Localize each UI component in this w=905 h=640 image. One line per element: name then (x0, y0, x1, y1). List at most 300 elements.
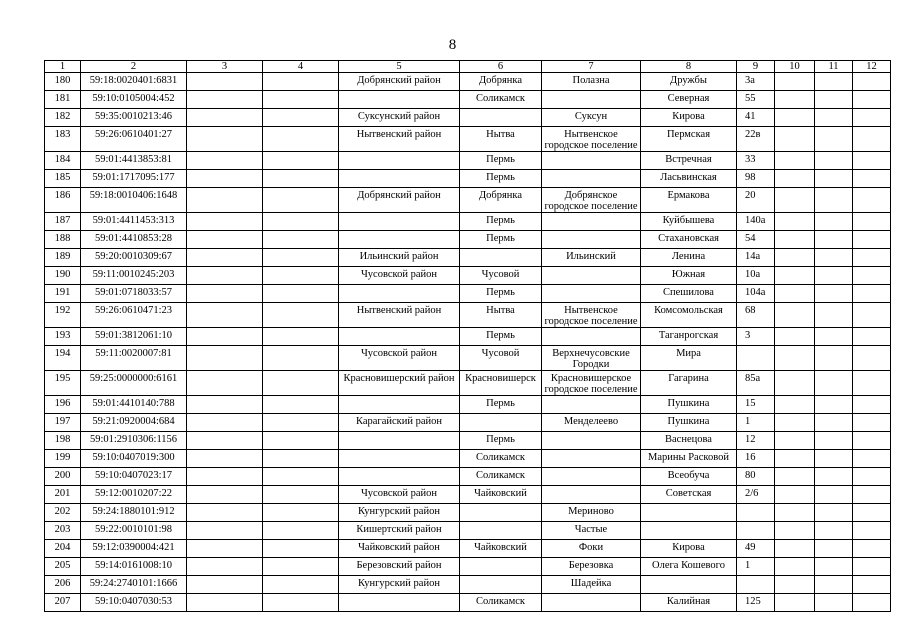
district-cell: Кунгурский район (339, 504, 460, 522)
street-cell: Северная (641, 91, 737, 109)
street-cell: Пермская (641, 127, 737, 152)
column-10-cell (775, 249, 815, 267)
district-cell (339, 450, 460, 468)
row-number-cell: 195 (45, 371, 81, 396)
district-cell: Суксунский район (339, 109, 460, 127)
district-cell: Кишертский район (339, 522, 460, 540)
column-3-cell (187, 504, 263, 522)
column-12-cell (853, 213, 891, 231)
row-number-cell: 199 (45, 450, 81, 468)
house-number-cell: 55 (737, 91, 775, 109)
house-number-cell: 98 (737, 170, 775, 188)
house-number-cell: 16 (737, 450, 775, 468)
district-cell: Нытвенский район (339, 127, 460, 152)
district-cell (339, 152, 460, 170)
city-cell: Нытва (460, 127, 542, 152)
column-11-cell (815, 504, 853, 522)
city-cell: Соликамск (460, 468, 542, 486)
row-number-cell: 181 (45, 91, 81, 109)
column-header: 10 (775, 61, 815, 73)
district-cell: Добрянский район (339, 188, 460, 213)
page-number: 8 (448, 37, 457, 53)
column-12-cell (853, 267, 891, 285)
cadastral-number-cell: 59:01:4410140:788 (81, 396, 187, 414)
column-10-cell (775, 231, 815, 249)
settlement-cell (542, 468, 641, 486)
column-4-cell (263, 73, 339, 91)
settlement-cell: Частые (542, 522, 641, 540)
city-cell: Пермь (460, 213, 542, 231)
row-number-cell: 187 (45, 213, 81, 231)
settlement-cell (542, 432, 641, 450)
table-row (45, 188, 891, 213)
column-11-cell (815, 576, 853, 594)
row-number-cell: 201 (45, 486, 81, 504)
table-row (45, 504, 891, 522)
settlement-cell: Красновишерское городское поселение (542, 371, 641, 396)
column-11-cell (815, 346, 853, 371)
column-11-cell (815, 91, 853, 109)
row-number-cell: 183 (45, 127, 81, 152)
column-4-cell (263, 213, 339, 231)
house-number-cell: 104а (737, 285, 775, 303)
settlement-cell: Мериново (542, 504, 641, 522)
column-11-cell (815, 486, 853, 504)
column-10-cell (775, 576, 815, 594)
row-number-cell: 188 (45, 231, 81, 249)
cadastral-number-cell: 59:24:1880101:912 (81, 504, 187, 522)
district-cell: Чусовской район (339, 346, 460, 371)
city-cell: Нытва (460, 303, 542, 328)
column-10-cell (775, 213, 815, 231)
row-number-cell: 204 (45, 540, 81, 558)
cadastral-number-cell: 59:10:0407019:300 (81, 450, 187, 468)
settlement-cell (542, 267, 641, 285)
settlement-cell: Верхнечусовские Городки (542, 346, 641, 371)
column-10-cell (775, 504, 815, 522)
street-cell: Мира (641, 346, 737, 371)
city-cell: Добрянка (460, 73, 542, 91)
column-12-cell (853, 91, 891, 109)
city-cell (460, 504, 542, 522)
cadastral-number-cell: 59:10:0105004:452 (81, 91, 187, 109)
table-row (45, 396, 891, 414)
city-cell (460, 414, 542, 432)
house-number-cell: 15 (737, 396, 775, 414)
table-row (45, 414, 891, 432)
city-cell: Пермь (460, 285, 542, 303)
house-number-cell: 3а (737, 73, 775, 91)
cadastral-number-cell: 59:10:0407030:53 (81, 594, 187, 612)
street-cell: Ермакова (641, 188, 737, 213)
column-4-cell (263, 346, 339, 371)
row-number-cell: 193 (45, 328, 81, 346)
column-12-cell (853, 152, 891, 170)
district-cell (339, 91, 460, 109)
house-number-cell: 14а (737, 249, 775, 267)
table-row (45, 432, 891, 450)
column-4-cell (263, 371, 339, 396)
column-11-cell (815, 303, 853, 328)
column-3-cell (187, 396, 263, 414)
column-header: 12 (853, 61, 891, 73)
column-4-cell (263, 127, 339, 152)
column-11-cell (815, 371, 853, 396)
column-4-cell (263, 285, 339, 303)
column-11-cell (815, 540, 853, 558)
row-number-cell: 191 (45, 285, 81, 303)
column-header: 9 (737, 61, 775, 73)
district-cell (339, 285, 460, 303)
column-12-cell (853, 109, 891, 127)
row-number-cell: 197 (45, 414, 81, 432)
table-row (45, 127, 891, 152)
column-10-cell (775, 303, 815, 328)
city-cell: Пермь (460, 432, 542, 450)
cadastral-number-cell: 59:24:2740101:1666 (81, 576, 187, 594)
street-cell: Стахановская (641, 231, 737, 249)
column-12-cell (853, 522, 891, 540)
settlement-cell: Менделеево (542, 414, 641, 432)
district-cell (339, 594, 460, 612)
column-12-cell (853, 249, 891, 267)
column-12-cell (853, 450, 891, 468)
house-number-cell: 3 (737, 328, 775, 346)
cadastral-number-cell: 59:18:0020401:6831 (81, 73, 187, 91)
column-10-cell (775, 371, 815, 396)
column-4-cell (263, 91, 339, 109)
street-cell: Спешилова (641, 285, 737, 303)
column-4-cell (263, 152, 339, 170)
cadastral-number-cell: 59:25:0000000:6161 (81, 371, 187, 396)
column-header: 6 (460, 61, 542, 73)
street-cell: Советская (641, 486, 737, 504)
table-row (45, 522, 891, 540)
column-12-cell (853, 285, 891, 303)
column-3-cell (187, 522, 263, 540)
district-cell: Чайковский район (339, 540, 460, 558)
column-11-cell (815, 450, 853, 468)
street-cell: Кирова (641, 540, 737, 558)
cadastral-number-cell: 59:26:0610471:23 (81, 303, 187, 328)
table-row (45, 558, 891, 576)
column-4-cell (263, 396, 339, 414)
column-3-cell (187, 267, 263, 285)
column-11-cell (815, 432, 853, 450)
column-12-cell (853, 371, 891, 396)
settlement-cell (542, 91, 641, 109)
column-10-cell (775, 432, 815, 450)
district-cell (339, 213, 460, 231)
row-number-cell: 185 (45, 170, 81, 188)
column-3-cell (187, 414, 263, 432)
table-row (45, 231, 891, 249)
column-10-cell (775, 328, 815, 346)
column-12-cell (853, 594, 891, 612)
column-12-cell (853, 504, 891, 522)
row-number-cell: 186 (45, 188, 81, 213)
table-row (45, 249, 891, 267)
street-cell: Дружбы (641, 73, 737, 91)
table-row (45, 486, 891, 504)
settlement-cell: Полазна (542, 73, 641, 91)
cadastral-number-cell: 59:12:0390004:421 (81, 540, 187, 558)
column-10-cell (775, 486, 815, 504)
table-row (45, 213, 891, 231)
column-header: 7 (542, 61, 641, 73)
city-cell (460, 249, 542, 267)
column-header: 8 (641, 61, 737, 73)
table-row (45, 450, 891, 468)
district-cell (339, 328, 460, 346)
city-cell: Пермь (460, 328, 542, 346)
column-header: 11 (815, 61, 853, 73)
cadastral-number-cell: 59:01:1717095:177 (81, 170, 187, 188)
column-12-cell (853, 231, 891, 249)
column-4-cell (263, 303, 339, 328)
district-cell: Березовский район (339, 558, 460, 576)
city-cell (460, 558, 542, 576)
city-cell: Чусовой (460, 346, 542, 371)
settlement-cell: Фоки (542, 540, 641, 558)
settlement-cell (542, 328, 641, 346)
column-header: 3 (187, 61, 263, 73)
column-3-cell (187, 328, 263, 346)
row-number-cell: 206 (45, 576, 81, 594)
district-cell: Карагайский район (339, 414, 460, 432)
column-12-cell (853, 346, 891, 371)
column-3-cell (187, 468, 263, 486)
column-10-cell (775, 188, 815, 213)
row-number-cell: 198 (45, 432, 81, 450)
column-3-cell (187, 450, 263, 468)
cadastral-number-cell: 59:10:0407023:17 (81, 468, 187, 486)
row-number-cell: 196 (45, 396, 81, 414)
row-number-cell: 203 (45, 522, 81, 540)
table-row (45, 540, 891, 558)
district-cell: Ильинский район (339, 249, 460, 267)
column-10-cell (775, 73, 815, 91)
column-3-cell (187, 152, 263, 170)
cadastral-number-cell: 59:01:2910306:1156 (81, 432, 187, 450)
settlement-cell (542, 170, 641, 188)
column-10-cell (775, 414, 815, 432)
column-3-cell (187, 109, 263, 127)
table-row (45, 152, 891, 170)
row-number-cell: 202 (45, 504, 81, 522)
column-4-cell (263, 109, 339, 127)
settlement-cell: Березовка (542, 558, 641, 576)
district-cell (339, 231, 460, 249)
column-3-cell (187, 371, 263, 396)
column-header: 1 (45, 61, 81, 73)
cadastral-number-cell: 59:11:0020007:81 (81, 346, 187, 371)
cadastral-number-cell: 59:14:0161008:10 (81, 558, 187, 576)
street-cell: Марины Расковой (641, 450, 737, 468)
cadastral-number-cell: 59:01:3812061:10 (81, 328, 187, 346)
city-cell: Пермь (460, 170, 542, 188)
street-cell: Калийная (641, 594, 737, 612)
column-3-cell (187, 576, 263, 594)
column-3-cell (187, 346, 263, 371)
column-11-cell (815, 231, 853, 249)
column-4-cell (263, 414, 339, 432)
column-11-cell (815, 152, 853, 170)
house-number-cell: 85а (737, 371, 775, 396)
row-number-cell: 194 (45, 346, 81, 371)
column-4-cell (263, 504, 339, 522)
cadastral-number-cell: 59:21:0920004:684 (81, 414, 187, 432)
city-cell: Пермь (460, 152, 542, 170)
cadastral-number-cell: 59:01:4410853:28 (81, 231, 187, 249)
street-cell: Кирова (641, 109, 737, 127)
street-cell (641, 504, 737, 522)
column-10-cell (775, 285, 815, 303)
column-4-cell (263, 328, 339, 346)
column-12-cell (853, 303, 891, 328)
city-cell: Соликамск (460, 450, 542, 468)
column-3-cell (187, 594, 263, 612)
column-10-cell (775, 396, 815, 414)
column-11-cell (815, 213, 853, 231)
column-3-cell (187, 170, 263, 188)
settlement-cell (542, 213, 641, 231)
column-11-cell (815, 109, 853, 127)
table-row (45, 303, 891, 328)
street-cell: Таганрогская (641, 328, 737, 346)
city-cell: Пермь (460, 396, 542, 414)
column-3-cell (187, 231, 263, 249)
column-10-cell (775, 522, 815, 540)
street-cell: Васнецова (641, 432, 737, 450)
column-10-cell (775, 468, 815, 486)
column-10-cell (775, 558, 815, 576)
column-11-cell (815, 267, 853, 285)
city-cell: Чусовой (460, 267, 542, 285)
column-4-cell (263, 540, 339, 558)
column-3-cell (187, 127, 263, 152)
table-body (45, 73, 891, 612)
column-3-cell (187, 91, 263, 109)
column-3-cell (187, 303, 263, 328)
table-row (45, 468, 891, 486)
column-11-cell (815, 170, 853, 188)
column-12-cell (853, 576, 891, 594)
column-11-cell (815, 188, 853, 213)
column-4-cell (263, 576, 339, 594)
street-cell: Комсомольская (641, 303, 737, 328)
table-row (45, 328, 891, 346)
table-row (45, 346, 891, 371)
column-11-cell (815, 414, 853, 432)
city-cell: Соликамск (460, 594, 542, 612)
row-number-cell: 189 (45, 249, 81, 267)
settlement-cell (542, 594, 641, 612)
column-3-cell (187, 249, 263, 267)
column-11-cell (815, 594, 853, 612)
house-number-cell: 125 (737, 594, 775, 612)
column-12-cell (853, 170, 891, 188)
registry-table (44, 60, 891, 612)
row-number-cell: 207 (45, 594, 81, 612)
column-11-cell (815, 73, 853, 91)
cadastral-number-cell: 59:11:0010245:203 (81, 267, 187, 285)
street-cell (641, 522, 737, 540)
column-10-cell (775, 170, 815, 188)
table-row (45, 170, 891, 188)
settlement-cell: Шадейка (542, 576, 641, 594)
cadastral-number-cell: 59:35:0010213:46 (81, 109, 187, 127)
column-3-cell (187, 213, 263, 231)
column-4-cell (263, 267, 339, 285)
house-number-cell: 49 (737, 540, 775, 558)
table-row (45, 576, 891, 594)
column-12-cell (853, 558, 891, 576)
settlement-cell: Добрянское городское поселение (542, 188, 641, 213)
house-number-cell: 68 (737, 303, 775, 328)
column-4-cell (263, 468, 339, 486)
column-4-cell (263, 188, 339, 213)
house-number-cell (737, 522, 775, 540)
cadastral-number-cell: 59:18:0010406:1648 (81, 188, 187, 213)
house-number-cell: 33 (737, 152, 775, 170)
column-4-cell (263, 170, 339, 188)
row-number-cell: 200 (45, 468, 81, 486)
settlement-cell (542, 152, 641, 170)
row-number-cell: 184 (45, 152, 81, 170)
row-number-cell: 192 (45, 303, 81, 328)
street-cell: Пушкина (641, 396, 737, 414)
column-header: 5 (339, 61, 460, 73)
column-4-cell (263, 231, 339, 249)
house-number-cell: 12 (737, 432, 775, 450)
column-10-cell (775, 540, 815, 558)
table-row (45, 109, 891, 127)
column-4-cell (263, 558, 339, 576)
column-11-cell (815, 328, 853, 346)
street-cell: Встречная (641, 152, 737, 170)
column-12-cell (853, 396, 891, 414)
city-cell: Добрянка (460, 188, 542, 213)
column-12-cell (853, 188, 891, 213)
column-10-cell (775, 152, 815, 170)
column-10-cell (775, 127, 815, 152)
street-cell (641, 576, 737, 594)
settlement-cell: Ильинский (542, 249, 641, 267)
district-cell (339, 468, 460, 486)
district-cell: Кунгурский район (339, 576, 460, 594)
column-10-cell (775, 346, 815, 371)
cadastral-number-cell: 59:01:4411453:313 (81, 213, 187, 231)
street-cell: Всеобуча (641, 468, 737, 486)
settlement-cell: Суксун (542, 109, 641, 127)
column-12-cell (853, 414, 891, 432)
settlement-cell (542, 396, 641, 414)
column-12-cell (853, 486, 891, 504)
column-11-cell (815, 558, 853, 576)
table-row (45, 285, 891, 303)
column-3-cell (187, 540, 263, 558)
street-cell: Ласьвинская (641, 170, 737, 188)
house-number-cell: 140а (737, 213, 775, 231)
district-cell (339, 170, 460, 188)
column-3-cell (187, 73, 263, 91)
house-number-cell: 1 (737, 414, 775, 432)
house-number-cell: 20 (737, 188, 775, 213)
city-cell: Чайковский (460, 540, 542, 558)
column-header: 4 (263, 61, 339, 73)
column-11-cell (815, 285, 853, 303)
